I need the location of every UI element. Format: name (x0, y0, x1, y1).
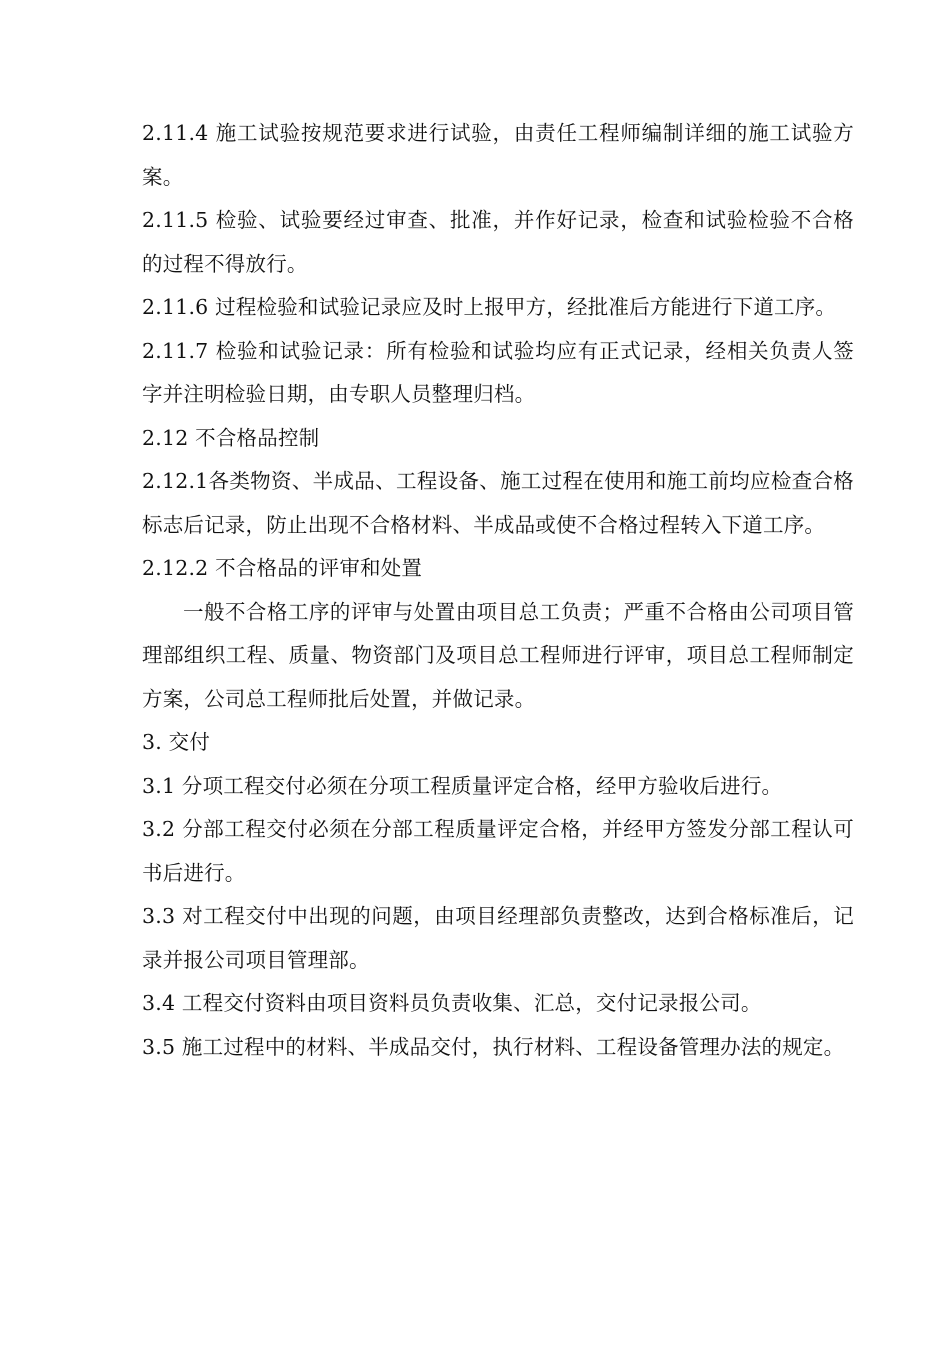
heading-2-12: 2.12 不合格品控制 (142, 425, 320, 450)
heading-2-12-2: 2.12.2 不合格品的评审和处置 (142, 556, 423, 580)
paragraph-3-1: 3.1 分项工程交付必须在分项工程质量评定合格，经甲方验收后进行。 (142, 773, 783, 798)
heading-3: 3. 交付 (142, 730, 211, 754)
paragraph-2-12-1: 2.12.1各类物资、半成品、工程设备、施工过程在使用和施工前均应检查合格标志后记录，防止出现不合格材料、半成品或使不合格过程转入下道工序。 (142, 469, 854, 537)
paragraph-3-4: 3.4 工程交付资料由项目资料员负责收集、汇总，交付记录报公司。 (142, 991, 762, 1015)
paragraph-2-11-7: 2.11.7 检验和试验记录：所有检验和试验均应有正式记录，经相关负责人签字并注明检验日期，由专职人员整理归档。 (142, 338, 854, 406)
paragraph-2-12-2-body: 一般不合格工序的评审与处置由项目总工负责；严重不合格由公司项目管理部组织工程、质量、物资部门及项目总工程师进行评审，项目总工程师制定方案，公司总工程师批后处置，并做记录。 (142, 599, 854, 711)
paragraph-2-11-4: 2.11.4 施工试验按规范要求进行试验，由责任工程师编制详细的施工试验方案。 (142, 121, 854, 189)
document-page (142, 112, 854, 1069)
paragraph-3-3: 3.3 对工程交付中出现的问题，由项目经理部负责整改，达到合格标准后，记录并报公司项目管理部。 (142, 904, 854, 972)
paragraph-2-11-5: 2.11.5 检验、试验要经过审查、批准，并作好记录，检查和试验检验不合格的过程不得放行。 (142, 208, 854, 276)
paragraph-3-5: 3.5 施工过程中的材料、半成品交付，执行材料、工程设备管理办法的规定。 (142, 1034, 845, 1059)
paragraph-3-2: 3.2 分部工程交付必须在分部工程质量评定合格，并经甲方签发分部工程认可书后进行。 (142, 817, 854, 885)
paragraph-2-11-6: 2.11.6 过程检验和试验记录应及时上报甲方，经批准后方能进行下道工序。 (142, 295, 837, 319)
